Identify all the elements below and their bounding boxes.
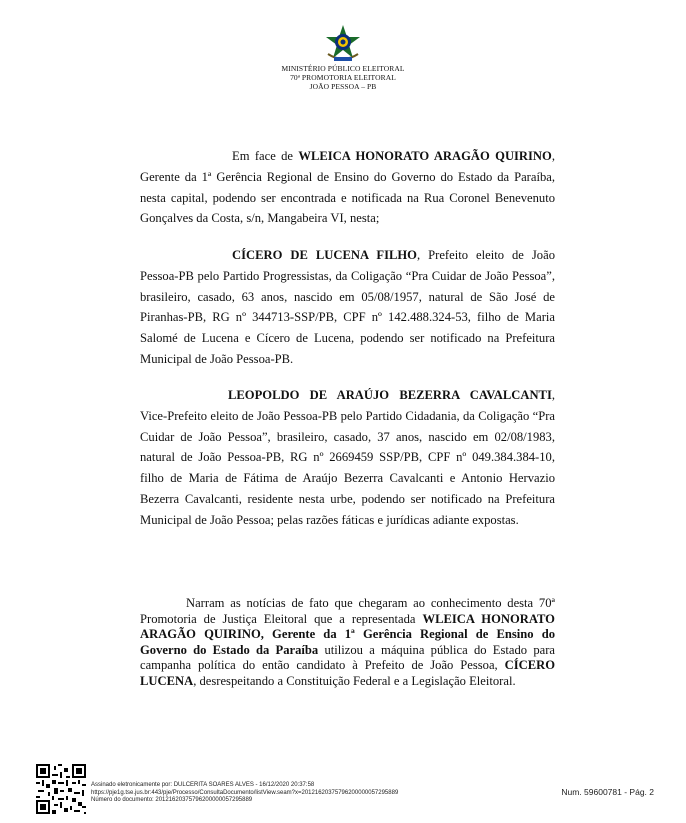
paragraph1-lead: Em face de <box>232 149 299 163</box>
document-header <box>0 24 686 91</box>
paragraph1-name: WLEICA HONORATO ARAGÃO QUIRINO <box>298 149 552 163</box>
signed-by-line: Assinado eletronicamente por: DULCERITA SOARES ALVES - 16/12/2020 20:37:58 <box>91 782 315 788</box>
qr-code-icon[interactable] <box>36 764 86 814</box>
header-line-promotoria: 70ª PROMOTORIA ELEITORAL <box>290 73 396 82</box>
paragraph2-name: CÍCERO DE LUCENA FILHO <box>232 248 417 262</box>
paragraph4-bold-1: WLEICA HONORATO ARAGÃO QUIRINO, Gerente da 1ª Gerência Regional de Ensino do Governo do Estado da Paraíba <box>140 611 555 657</box>
paragraph3-text: , Vice-Prefeito eleito de João Pessoa-PB pelo Partido Cidadania, da Coligação “Pra Cuidar de João Pessoa”, brasileiro, casado, 37 anos, nascido em 02/08/1983, natural de João Pessoa-PB, RG nº 2669459 SSP/PB, CPF nº 049.384.384-10, filho de Maria de Fátima de Araújo Bezerra Cavalcanti e Antonio Hervazio Bezerra Cavalcanti, residente nesta urbe, podendo ser notificado na Prefeitura Municipal de João Pessoa; pelas razões fáticas e jurídicas adiante expostas. <box>140 388 555 527</box>
paragraph4-text-1: Narram as notícias de fato que chegaram ao conhecimento desta 70ª Promotoria de Justiça Eleitoral que a representada <box>140 596 555 626</box>
header-line-ministry: MINISTÉRIO PÚBLICO ELEITORAL <box>281 64 405 73</box>
paragraph-cicero <box>140 245 555 370</box>
brazil-coat-of-arms-icon <box>322 24 364 64</box>
paragraph2-text: , Prefeito eleito de João Pessoa-PB pelo Partido Progressistas, da Coligação “Pra Cuidar de João Pessoa”, brasileiro, casado, 63 anos, nascido em 05/08/1957, natural de São José de Piranhas-PB, RG nº 344713-SSP/PB, CPF nº 142.488.324-53, filho de Maria Salomé de Lucena e Cícero de Lucena, podendo ser notificado na Prefeitura Municipal de João Pessoa-PB. <box>140 248 555 366</box>
signature-footer <box>0 760 686 823</box>
document-url-link[interactable]: https://pje1g.tse.jus.br:443/pje/Processo/ConsultaDocumento/listView.seam?x=20121620375796200000057295889 <box>91 789 399 796</box>
signature-info <box>91 782 398 805</box>
paragraph-leopoldo <box>140 385 555 531</box>
paragraph3-name: LEOPOLDO DE ARAÚJO BEZERRA CAVALCANTI <box>228 388 552 402</box>
paragraph-wleica <box>140 146 555 229</box>
paragraph-facts <box>140 596 555 690</box>
paragraph1-text: , Gerente da 1ª Gerência Regional de Ensino do Governo do Estado da Paraíba, nesta capital, podendo ser encontrada e notificada na Rua Coronel Benevenuto Gonçalves da Costa, s/n, Mangabeira VI, nesta; <box>140 149 555 226</box>
paragraph4-bold-2: CÍCERO LUCENA <box>140 658 555 688</box>
page-number: Num. 59600781 - Pág. 2 <box>561 787 654 797</box>
document-number: Número do documento: 20121620375796200000057295889 <box>91 797 253 804</box>
header-line-city: JOÃO PESSOA – PB <box>309 82 377 91</box>
paragraph4-text-2: utilizou a máquina pública do Estado para campanha política do então candidato à Prefeito de João Pessoa, <box>140 642 555 673</box>
paragraph4-text-3: , desrespeitando a Constituição Federal e a Legislação Eleitoral. <box>193 673 516 688</box>
